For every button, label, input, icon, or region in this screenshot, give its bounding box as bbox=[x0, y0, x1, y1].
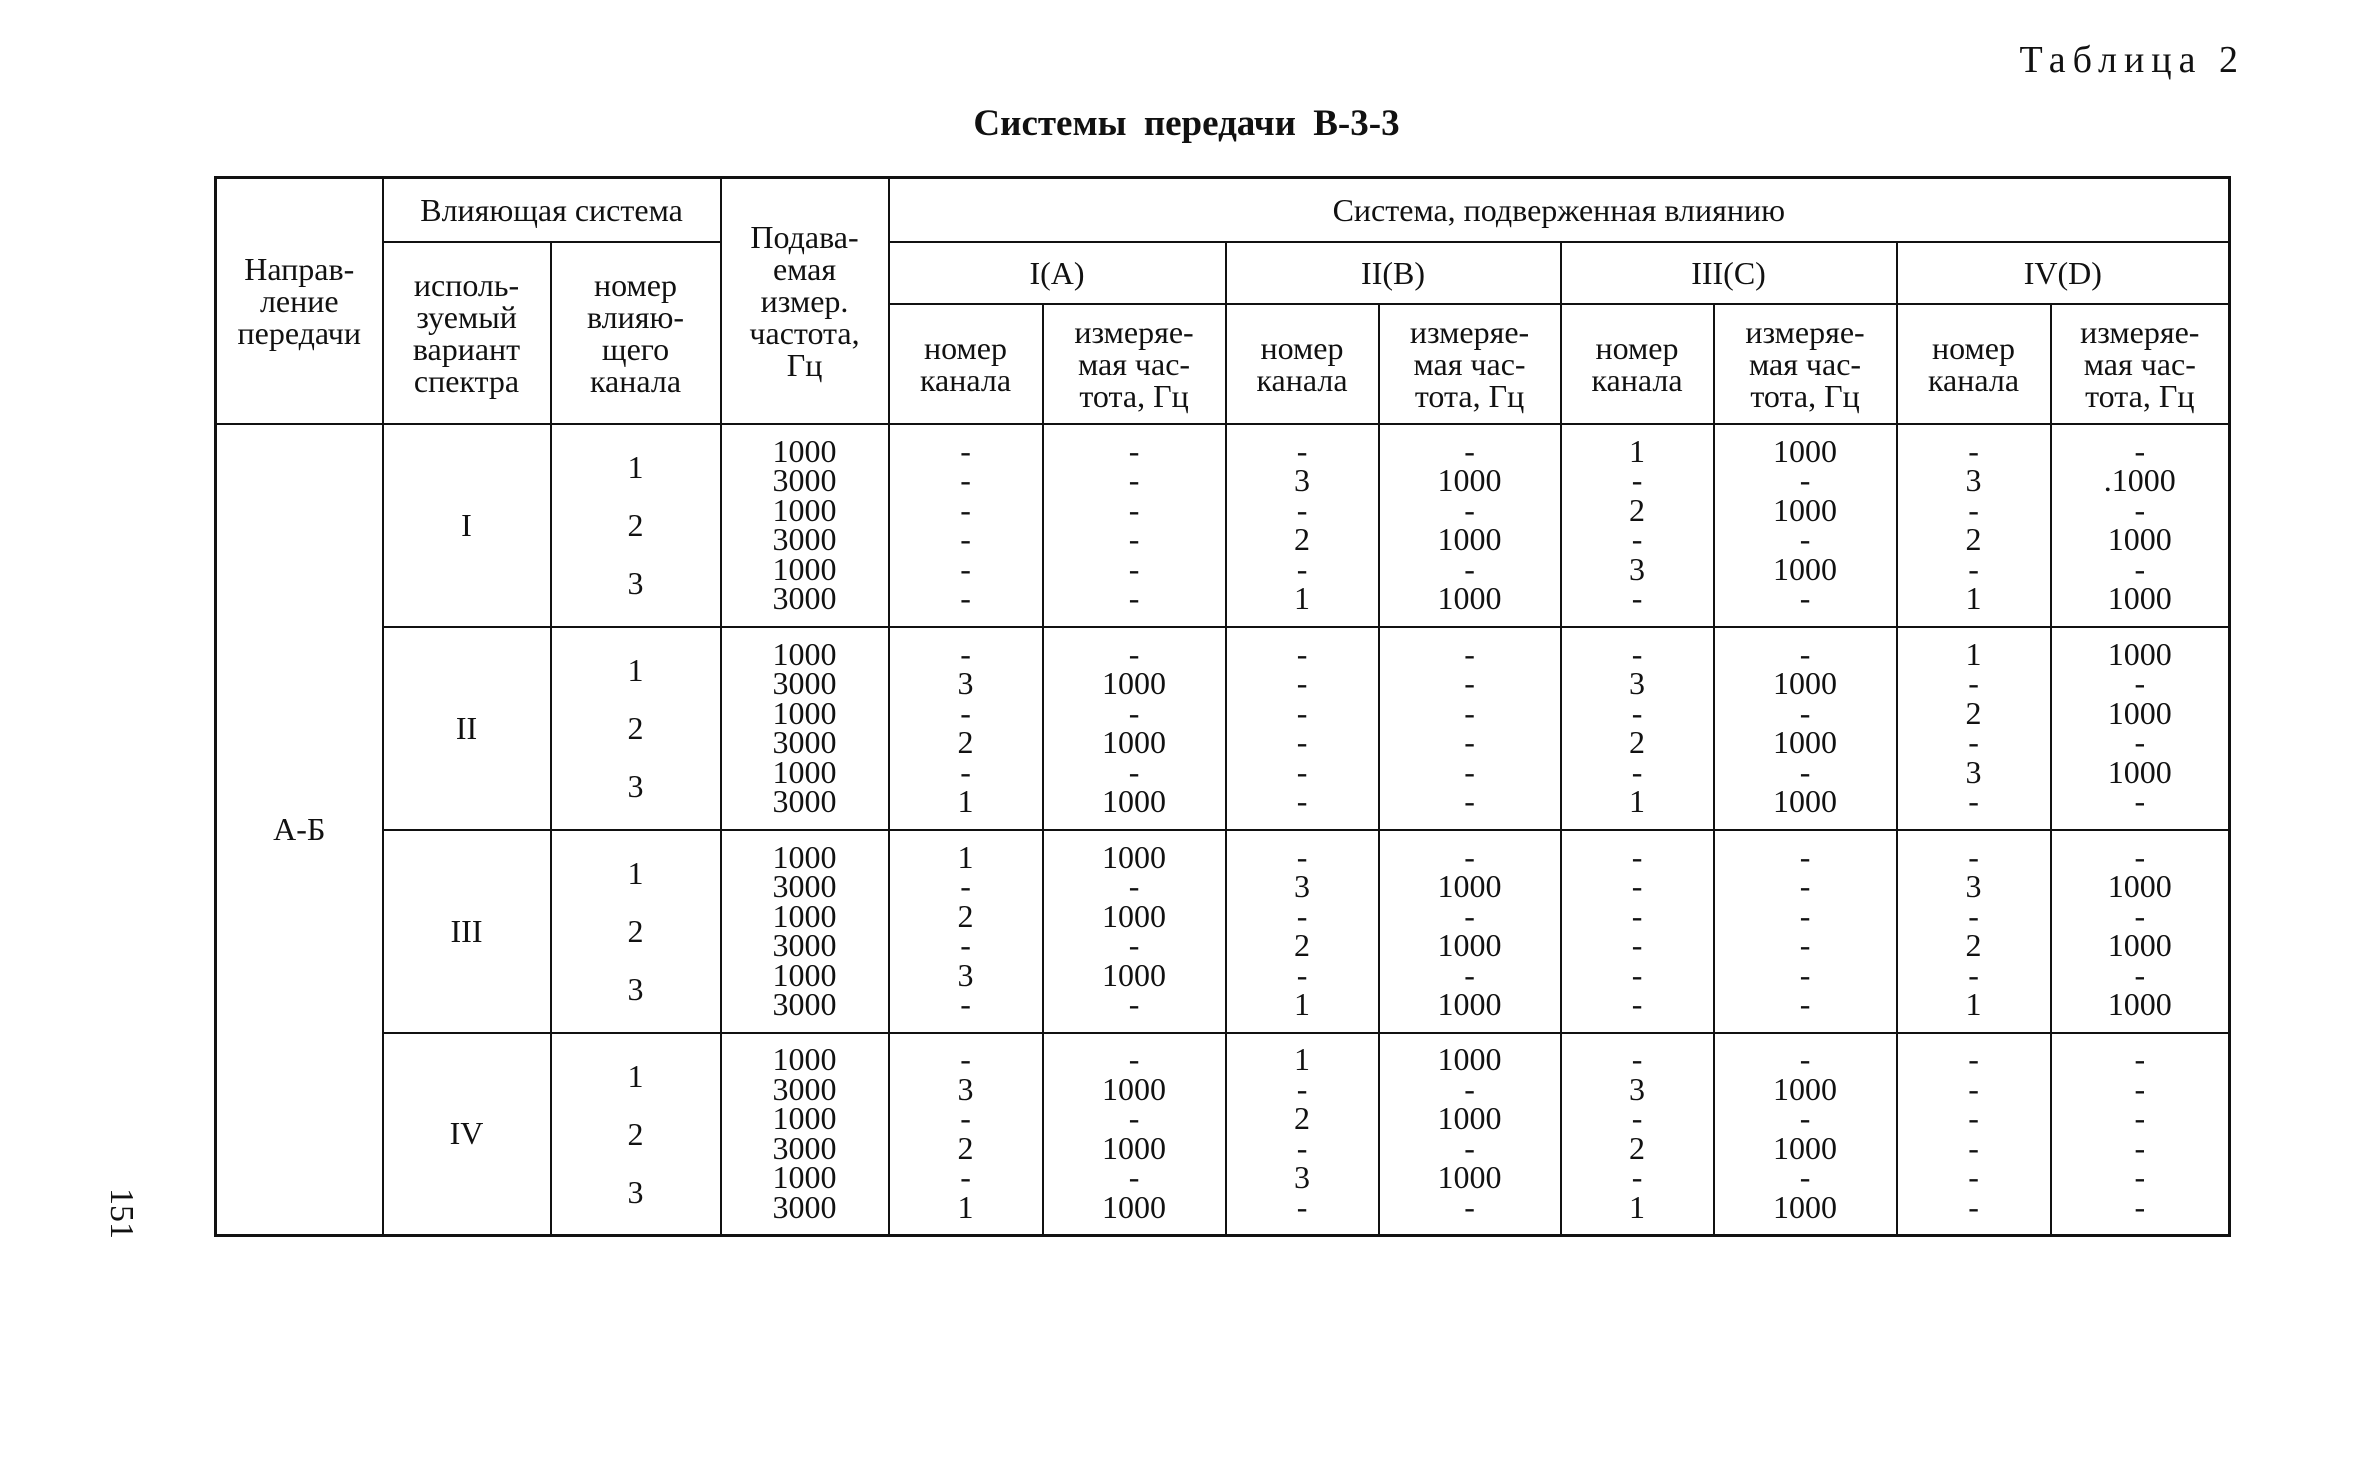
cell-value: 1 bbox=[957, 1188, 974, 1225]
measured-frequency-cell bbox=[1043, 627, 1226, 830]
channel-number-cell bbox=[889, 627, 1043, 830]
influencing-channel-cell bbox=[551, 627, 721, 830]
header-channel-number: номер канала bbox=[1561, 304, 1714, 424]
table-label: Таблица 2 bbox=[2019, 39, 2245, 81]
channel-value: 1 bbox=[627, 1057, 644, 1094]
cell-value: - bbox=[1968, 956, 1979, 993]
header-measured-frequency: измеряе- мая час- тота, Гц bbox=[1714, 304, 1897, 424]
cell-value: - bbox=[1799, 753, 1811, 790]
cell-value: - bbox=[1128, 580, 1140, 616]
measured-frequency-cell bbox=[1379, 1033, 1561, 1236]
cell-value: - bbox=[1799, 897, 1811, 934]
cell-value: - bbox=[1631, 1100, 1643, 1137]
cell-value: - bbox=[1968, 432, 1979, 469]
cell-value: - bbox=[1968, 491, 1979, 528]
cell-value: - bbox=[1296, 1129, 1308, 1166]
cell-value: 1000 bbox=[1437, 1100, 1502, 1137]
cell-value: 3 bbox=[1965, 868, 1982, 904]
cell-value: 1 bbox=[1294, 986, 1311, 1022]
cell-value: 3 bbox=[957, 1070, 974, 1107]
cell-value: 1000 bbox=[1437, 521, 1502, 557]
channel-value: 2 bbox=[627, 507, 644, 543]
direction-cell: А-Б bbox=[216, 424, 383, 1236]
frequency-value: 3000 bbox=[772, 927, 837, 963]
cell-value: - bbox=[1296, 1188, 1308, 1225]
measured-frequency-cell bbox=[1714, 627, 1897, 830]
cell-value: - bbox=[2134, 665, 2146, 701]
cell-value: 2 bbox=[957, 897, 974, 934]
cell-value: 1000 bbox=[2107, 694, 2172, 731]
supplied-frequency-cell bbox=[721, 424, 889, 627]
cell-value: 1000 bbox=[2107, 927, 2172, 963]
cell-value: - bbox=[1464, 1188, 1475, 1225]
cell-value: 1000 bbox=[1102, 1129, 1167, 1166]
cell-value: - bbox=[1464, 724, 1475, 760]
cell-value: - bbox=[960, 753, 971, 790]
cell-value: - bbox=[1128, 1041, 1140, 1078]
channel-number-cell bbox=[1897, 424, 2051, 627]
cell-value: 1000 bbox=[1773, 491, 1838, 528]
cell-value: - bbox=[1128, 1159, 1140, 1196]
cell-value: - bbox=[960, 1041, 971, 1078]
cell-value: - bbox=[1799, 635, 1811, 672]
cell-value: - bbox=[1631, 897, 1643, 934]
frequency-value: 3000 bbox=[772, 986, 837, 1022]
cell-value: - bbox=[1799, 521, 1811, 557]
cell-value: - bbox=[1296, 635, 1308, 672]
cell-value: 1 bbox=[1965, 635, 1982, 672]
cell-value: - bbox=[1799, 462, 1811, 498]
cell-value: 1 bbox=[1294, 1041, 1311, 1078]
cell-value: 1 bbox=[957, 838, 974, 875]
cell-value: 3 bbox=[1965, 753, 1982, 790]
cell-value: 1000 bbox=[2107, 521, 2172, 557]
frequency-value: 3000 bbox=[772, 783, 837, 819]
cell-value: 2 bbox=[1965, 521, 1982, 557]
cell-value: 1000 bbox=[2107, 635, 2172, 672]
cell-value: - bbox=[1128, 753, 1140, 790]
cell-value: 1000 bbox=[1102, 956, 1167, 993]
cell-value: 1000 bbox=[1773, 432, 1838, 469]
cell-value: - bbox=[1296, 724, 1308, 760]
cell-value: - bbox=[1296, 665, 1308, 701]
frequency-value: 3000 bbox=[772, 665, 837, 701]
cell-value: - bbox=[1968, 724, 1979, 760]
header-channel-number: номер канала bbox=[1897, 304, 2051, 424]
cell-value: - bbox=[1631, 956, 1643, 993]
cell-value: - bbox=[1968, 1041, 1979, 1078]
cell-value: - bbox=[2134, 1159, 2146, 1196]
measured-frequency-cell bbox=[1714, 830, 1897, 1033]
cell-value: - bbox=[1464, 432, 1475, 469]
measured-frequency-cell bbox=[1043, 424, 1226, 627]
measured-frequency-cell bbox=[1043, 1033, 1226, 1236]
cell-value: - bbox=[1799, 927, 1811, 963]
cell-value: 1 bbox=[1629, 432, 1646, 469]
cell-value: - bbox=[1968, 1188, 1979, 1225]
frequency-value: 1000 bbox=[772, 897, 837, 934]
cell-value: 3 bbox=[1294, 868, 1311, 904]
header-influencing-system: Влияющая система bbox=[383, 178, 721, 242]
cell-value: 1000 bbox=[1773, 1129, 1838, 1166]
cell-value: - bbox=[1296, 753, 1308, 790]
cell-value: - bbox=[1464, 550, 1475, 587]
channel-number-cell bbox=[1226, 424, 1379, 627]
cell-value: 1000 bbox=[1437, 1041, 1502, 1078]
measured-frequency-cell bbox=[2051, 1033, 2230, 1236]
cell-value: - bbox=[2134, 783, 2146, 819]
cell-value: - bbox=[1296, 1070, 1308, 1107]
cell-value: - bbox=[1631, 1159, 1643, 1196]
header-measured-frequency: измеряе- мая час- тота, Гц bbox=[1043, 304, 1226, 424]
frequency-value: 1000 bbox=[772, 491, 837, 528]
cell-value: 1000 bbox=[1102, 783, 1167, 819]
influencing-channel-cell bbox=[551, 830, 721, 1033]
cell-value: - bbox=[960, 491, 971, 528]
cell-value: 1 bbox=[957, 783, 974, 819]
measured-frequency-cell bbox=[1379, 830, 1561, 1033]
cell-value: 2 bbox=[1629, 724, 1646, 760]
cell-value: - bbox=[1968, 838, 1979, 875]
header-influencing-channel: номер влияю- щего канала bbox=[551, 242, 721, 424]
cell-value: 3 bbox=[1629, 1070, 1646, 1107]
cell-value: 2 bbox=[1965, 694, 1982, 731]
cell-value: - bbox=[1128, 986, 1140, 1022]
cell-value: - bbox=[1799, 694, 1811, 731]
cell-value: - bbox=[1799, 956, 1811, 993]
cell-value: 3 bbox=[1294, 462, 1311, 498]
cell-value: - bbox=[1128, 868, 1140, 904]
cell-value: - bbox=[1631, 986, 1643, 1022]
cell-value: - bbox=[1128, 521, 1140, 557]
cell-value: - bbox=[2134, 1100, 2146, 1137]
frequency-value: 3000 bbox=[772, 521, 837, 557]
cell-value: 1000 bbox=[1773, 783, 1838, 819]
cell-value: - bbox=[960, 550, 971, 587]
cell-value: - bbox=[1968, 1159, 1979, 1196]
supplied-frequency-cell bbox=[721, 830, 889, 1033]
cell-value: - bbox=[2134, 838, 2146, 875]
cell-value: - bbox=[960, 868, 971, 904]
frequency-value: 3000 bbox=[772, 1129, 837, 1166]
table-row bbox=[216, 424, 2230, 627]
measured-frequency-cell bbox=[1379, 627, 1561, 830]
cell-value: - bbox=[1128, 550, 1140, 587]
cell-value: 1000 bbox=[1773, 1188, 1838, 1225]
frequency-value: 1000 bbox=[772, 753, 837, 790]
header-system-d: IV(D) bbox=[1897, 242, 2230, 304]
cell-value: 3 bbox=[957, 665, 974, 701]
cell-value: 3 bbox=[1965, 462, 1982, 498]
page-number: 151 bbox=[103, 1188, 140, 1239]
cell-value: 1000 bbox=[2107, 868, 2172, 904]
cell-value: 1000 bbox=[2107, 986, 2172, 1022]
cell-value: - bbox=[1799, 986, 1811, 1022]
channel-number-cell bbox=[889, 1033, 1043, 1236]
cell-value: - bbox=[1464, 1070, 1475, 1107]
cell-value: 1000 bbox=[1437, 868, 1502, 904]
header-system-a: I(A) bbox=[889, 242, 1226, 304]
cell-value: 1 bbox=[1629, 1188, 1646, 1225]
cell-value: - bbox=[960, 1159, 971, 1196]
channel-number-cell bbox=[1226, 830, 1379, 1033]
supplied-frequency-cell bbox=[721, 627, 889, 830]
channel-number-cell bbox=[1561, 627, 1714, 830]
cell-value: - bbox=[1296, 897, 1308, 934]
cell-value: - bbox=[960, 1100, 971, 1137]
cell-value: 1 bbox=[1294, 580, 1311, 616]
cell-value: .1000 bbox=[2103, 462, 2176, 498]
cell-value: - bbox=[1464, 635, 1475, 672]
cell-value: 1000 bbox=[1102, 1070, 1167, 1107]
channel-number-cell bbox=[1561, 1033, 1714, 1236]
cell-value: - bbox=[1464, 783, 1475, 819]
frequency-value: 1000 bbox=[772, 432, 837, 469]
header-used-spectrum: исполь- зуемый вариант спектра bbox=[383, 242, 551, 424]
transmission-table bbox=[214, 176, 2231, 1237]
cell-value: 3 bbox=[957, 956, 974, 993]
channel-number-cell bbox=[1226, 627, 1379, 830]
cell-value: - bbox=[1799, 1159, 1811, 1196]
cell-value: - bbox=[1464, 1129, 1475, 1166]
channel-number-cell bbox=[889, 830, 1043, 1033]
measured-frequency-cell bbox=[1379, 424, 1561, 627]
cell-value: - bbox=[1631, 1041, 1643, 1078]
frequency-value: 1000 bbox=[772, 1100, 837, 1137]
cell-value: - bbox=[1464, 956, 1475, 993]
frequency-value: 1000 bbox=[772, 838, 837, 875]
cell-value: - bbox=[1968, 1100, 1979, 1137]
measured-frequency-cell bbox=[2051, 424, 2230, 627]
cell-value: - bbox=[1631, 927, 1643, 963]
cell-value: - bbox=[1968, 665, 1979, 701]
cell-value: 1000 bbox=[1437, 927, 1502, 963]
cell-value: - bbox=[2134, 956, 2146, 993]
measured-frequency-cell bbox=[2051, 627, 2230, 830]
cell-value: - bbox=[2134, 1041, 2146, 1078]
cell-value: 1000 bbox=[1102, 897, 1167, 934]
table-row bbox=[216, 1033, 2230, 1236]
cell-value: - bbox=[2134, 1188, 2146, 1225]
channel-value: 3 bbox=[627, 565, 644, 601]
cell-value: - bbox=[1631, 753, 1643, 790]
cell-value: - bbox=[1464, 753, 1475, 790]
cell-value: 1000 bbox=[1773, 1070, 1838, 1107]
table-row bbox=[216, 627, 2230, 830]
cell-value: - bbox=[1968, 897, 1979, 934]
cell-value: 1000 bbox=[1437, 462, 1502, 498]
cell-value: - bbox=[1296, 550, 1308, 587]
cell-value: 2 bbox=[1629, 1129, 1646, 1166]
channel-number-cell bbox=[1897, 1033, 2051, 1236]
cell-value: 2 bbox=[957, 724, 974, 760]
spectrum-variant-cell: I bbox=[383, 424, 551, 627]
cell-value: 3 bbox=[1294, 1159, 1311, 1196]
channel-value: 3 bbox=[627, 971, 644, 1007]
header-system-c: III(C) bbox=[1561, 242, 1897, 304]
cell-value: 1000 bbox=[1102, 724, 1167, 760]
header-channel-number: номер канала bbox=[1226, 304, 1379, 424]
cell-value: - bbox=[1296, 783, 1308, 819]
cell-value: - bbox=[1799, 1041, 1811, 1078]
cell-value: - bbox=[1464, 838, 1475, 875]
cell-value: - bbox=[1464, 897, 1475, 934]
frequency-value: 3000 bbox=[772, 1070, 837, 1107]
cell-value: - bbox=[1128, 1100, 1140, 1137]
cell-value: - bbox=[1631, 521, 1643, 557]
cell-value: - bbox=[2134, 432, 2146, 469]
spectrum-variant-cell: II bbox=[383, 627, 551, 830]
cell-value: - bbox=[1799, 580, 1811, 616]
cell-value: - bbox=[1128, 432, 1140, 469]
document-title: Системы передачи В-3-3 bbox=[973, 103, 1400, 144]
cell-value: - bbox=[1296, 956, 1308, 993]
spectrum-variant-cell: IV bbox=[383, 1033, 551, 1236]
frequency-value: 3000 bbox=[772, 1188, 837, 1225]
channel-number-cell bbox=[1561, 424, 1714, 627]
cell-value: - bbox=[960, 432, 971, 469]
frequency-value: 1000 bbox=[772, 956, 837, 993]
cell-value: 1 bbox=[1629, 783, 1646, 819]
cell-value: 1000 bbox=[1437, 986, 1502, 1022]
cell-value: 2 bbox=[1294, 521, 1311, 557]
frequency-value: 3000 bbox=[772, 724, 837, 760]
measured-frequency-cell bbox=[1043, 830, 1226, 1033]
channel-number-cell bbox=[1897, 627, 2051, 830]
cell-value: 2 bbox=[957, 1129, 974, 1166]
cell-value: - bbox=[2134, 1129, 2146, 1166]
cell-value: - bbox=[1128, 694, 1140, 731]
channel-number-cell bbox=[1897, 830, 2051, 1033]
cell-value: - bbox=[960, 694, 971, 731]
cell-value: - bbox=[1464, 665, 1475, 701]
header-system-b: II(B) bbox=[1226, 242, 1561, 304]
channel-value: 2 bbox=[627, 913, 644, 949]
channel-value: 1 bbox=[627, 449, 644, 485]
cell-value: 1000 bbox=[1102, 1188, 1167, 1225]
cell-value: 3 bbox=[1629, 550, 1646, 587]
cell-value: - bbox=[960, 986, 971, 1022]
cell-value: - bbox=[1128, 635, 1140, 672]
frequency-value: 1000 bbox=[772, 1159, 837, 1196]
header-channel-number: номер канала bbox=[889, 304, 1043, 424]
cell-value: 1000 bbox=[1437, 1159, 1502, 1196]
cell-value: 2 bbox=[1629, 491, 1646, 528]
cell-value: - bbox=[2134, 1070, 2146, 1107]
cell-value: - bbox=[2134, 550, 2146, 587]
frequency-value: 3000 bbox=[772, 868, 837, 904]
cell-value: - bbox=[2134, 724, 2146, 760]
header-affected-system: Система, подверженная влиянию bbox=[889, 178, 2230, 242]
cell-value: - bbox=[1296, 838, 1308, 875]
cell-value: - bbox=[1631, 868, 1643, 904]
cell-value: - bbox=[960, 635, 971, 672]
cell-value: - bbox=[960, 927, 971, 963]
channel-number-cell bbox=[1561, 830, 1714, 1033]
channel-value: 2 bbox=[627, 1115, 644, 1152]
cell-value: 1000 bbox=[1102, 838, 1167, 875]
cell-value: - bbox=[1968, 550, 1979, 587]
cell-value: - bbox=[1464, 694, 1475, 731]
cell-value: - bbox=[1128, 927, 1140, 963]
header-measured-frequency: измеряе- мая час- тота, Гц bbox=[2051, 304, 2230, 424]
cell-value: 2 bbox=[1294, 927, 1311, 963]
cell-value: - bbox=[1631, 838, 1643, 875]
supplied-frequency-cell bbox=[721, 1033, 889, 1236]
cell-value: - bbox=[2134, 897, 2146, 934]
cell-value: - bbox=[1631, 462, 1643, 498]
frequency-value: 1000 bbox=[772, 550, 837, 587]
cell-value: - bbox=[960, 580, 971, 616]
header-measured-frequency: измеряе- мая час- тота, Гц bbox=[1379, 304, 1561, 424]
cell-value: - bbox=[1968, 1070, 1979, 1107]
channel-value: 3 bbox=[627, 768, 644, 804]
cell-value: - bbox=[960, 521, 971, 557]
cell-value: - bbox=[960, 462, 971, 498]
cell-value: - bbox=[1296, 491, 1308, 528]
measured-frequency-cell bbox=[1714, 424, 1897, 627]
cell-value: - bbox=[1968, 1129, 1979, 1166]
cell-value: 1000 bbox=[2107, 580, 2172, 616]
cell-value: 1 bbox=[1965, 986, 1982, 1022]
channel-value: 1 bbox=[627, 855, 644, 891]
cell-value: - bbox=[1296, 694, 1308, 731]
measured-frequency-cell bbox=[1714, 1033, 1897, 1236]
cell-value: - bbox=[2134, 491, 2146, 528]
cell-value: - bbox=[1631, 694, 1643, 731]
cell-value: - bbox=[1799, 838, 1811, 875]
frequency-value: 3000 bbox=[772, 462, 837, 498]
cell-value: 1000 bbox=[1773, 550, 1838, 587]
cell-value: - bbox=[1799, 868, 1811, 904]
spectrum-variant-cell: III bbox=[383, 830, 551, 1033]
header-supplied-frequency: Подава- емая измер. частота, Гц bbox=[721, 178, 889, 424]
cell-value: - bbox=[1968, 783, 1979, 819]
cell-value: 2 bbox=[1294, 1100, 1311, 1137]
cell-value: 1000 bbox=[1102, 665, 1167, 701]
cell-value: 1 bbox=[1965, 580, 1982, 616]
frequency-value: 1000 bbox=[772, 694, 837, 731]
channel-value: 1 bbox=[627, 652, 644, 688]
cell-value: 2 bbox=[1965, 927, 1982, 963]
cell-value: 1000 bbox=[1437, 580, 1502, 616]
cell-value: - bbox=[1631, 635, 1643, 672]
channel-value: 3 bbox=[627, 1173, 644, 1210]
frequency-value: 3000 bbox=[772, 580, 837, 616]
table-row bbox=[216, 830, 2230, 1033]
influencing-channel-cell bbox=[551, 424, 721, 627]
cell-value: 1000 bbox=[1773, 665, 1838, 701]
frequency-value: 1000 bbox=[772, 1041, 837, 1078]
header-direction: Направ- ление передачи bbox=[216, 178, 383, 424]
cell-value: - bbox=[1128, 462, 1140, 498]
channel-number-cell bbox=[1226, 1033, 1379, 1236]
frequency-value: 1000 bbox=[772, 635, 837, 672]
channel-value: 2 bbox=[627, 710, 644, 746]
influencing-channel-cell bbox=[551, 1033, 721, 1236]
cell-value: - bbox=[1631, 580, 1643, 616]
cell-value: - bbox=[1128, 491, 1140, 528]
cell-value: 3 bbox=[1629, 665, 1646, 701]
cell-value: - bbox=[1296, 432, 1308, 469]
cell-value: - bbox=[1464, 491, 1475, 528]
cell-value: 1000 bbox=[2107, 753, 2172, 790]
cell-value: 1000 bbox=[1773, 724, 1838, 760]
measured-frequency-cell bbox=[2051, 830, 2230, 1033]
cell-value: - bbox=[1799, 1100, 1811, 1137]
channel-number-cell bbox=[889, 424, 1043, 627]
